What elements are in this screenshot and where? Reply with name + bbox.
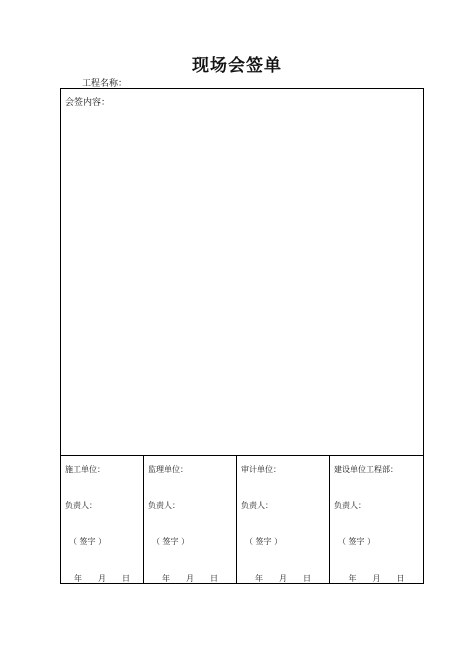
- signature-label: （ 签字 ）: [69, 537, 107, 546]
- unit-label: 审计单位：: [241, 465, 281, 474]
- date-line: [61, 573, 143, 584]
- page-title: 现场会签单: [192, 56, 282, 76]
- month-label: 月: [98, 574, 106, 583]
- day-label: 日: [396, 574, 405, 583]
- project-name-label: 工程名称：: [82, 79, 128, 89]
- signature-label: （ 签字 ）: [338, 537, 376, 546]
- responsible-label: 负责人：: [148, 501, 180, 510]
- sign-cell-construction[interactable]: [61, 455, 143, 583]
- responsible-label: 负责人：: [241, 501, 273, 510]
- unit-label: 建设单位工程部：: [334, 465, 398, 474]
- signature-row: [61, 455, 423, 583]
- responsible-label: 负责人：: [334, 501, 366, 510]
- signature-label: （ 签字 ）: [245, 537, 283, 546]
- content-area[interactable]: [61, 89, 423, 456]
- sign-off-form: [60, 88, 424, 584]
- date-line: [144, 573, 236, 584]
- year-label: 年: [162, 574, 170, 583]
- year-label: 年: [255, 574, 263, 583]
- unit-label: 施工单位：: [65, 465, 105, 474]
- signature-label: （ 签字 ）: [152, 537, 190, 546]
- month-label: 月: [372, 574, 381, 583]
- day-label: 日: [122, 574, 130, 583]
- date-line: [237, 573, 329, 584]
- month-label: 月: [279, 574, 287, 583]
- date-line: [330, 573, 423, 584]
- year-label: 年: [348, 574, 357, 583]
- content-label: 会签内容：: [65, 98, 111, 108]
- unit-label: 监理单位：: [148, 465, 188, 474]
- responsible-label: 负责人：: [65, 501, 97, 510]
- month-label: 月: [186, 574, 194, 583]
- sign-cell-owner-engineering[interactable]: [329, 455, 423, 583]
- year-label: 年: [74, 574, 82, 583]
- day-label: 日: [210, 574, 218, 583]
- sign-cell-audit[interactable]: [236, 455, 329, 583]
- sign-cell-supervision[interactable]: [143, 455, 236, 583]
- day-label: 日: [303, 574, 311, 583]
